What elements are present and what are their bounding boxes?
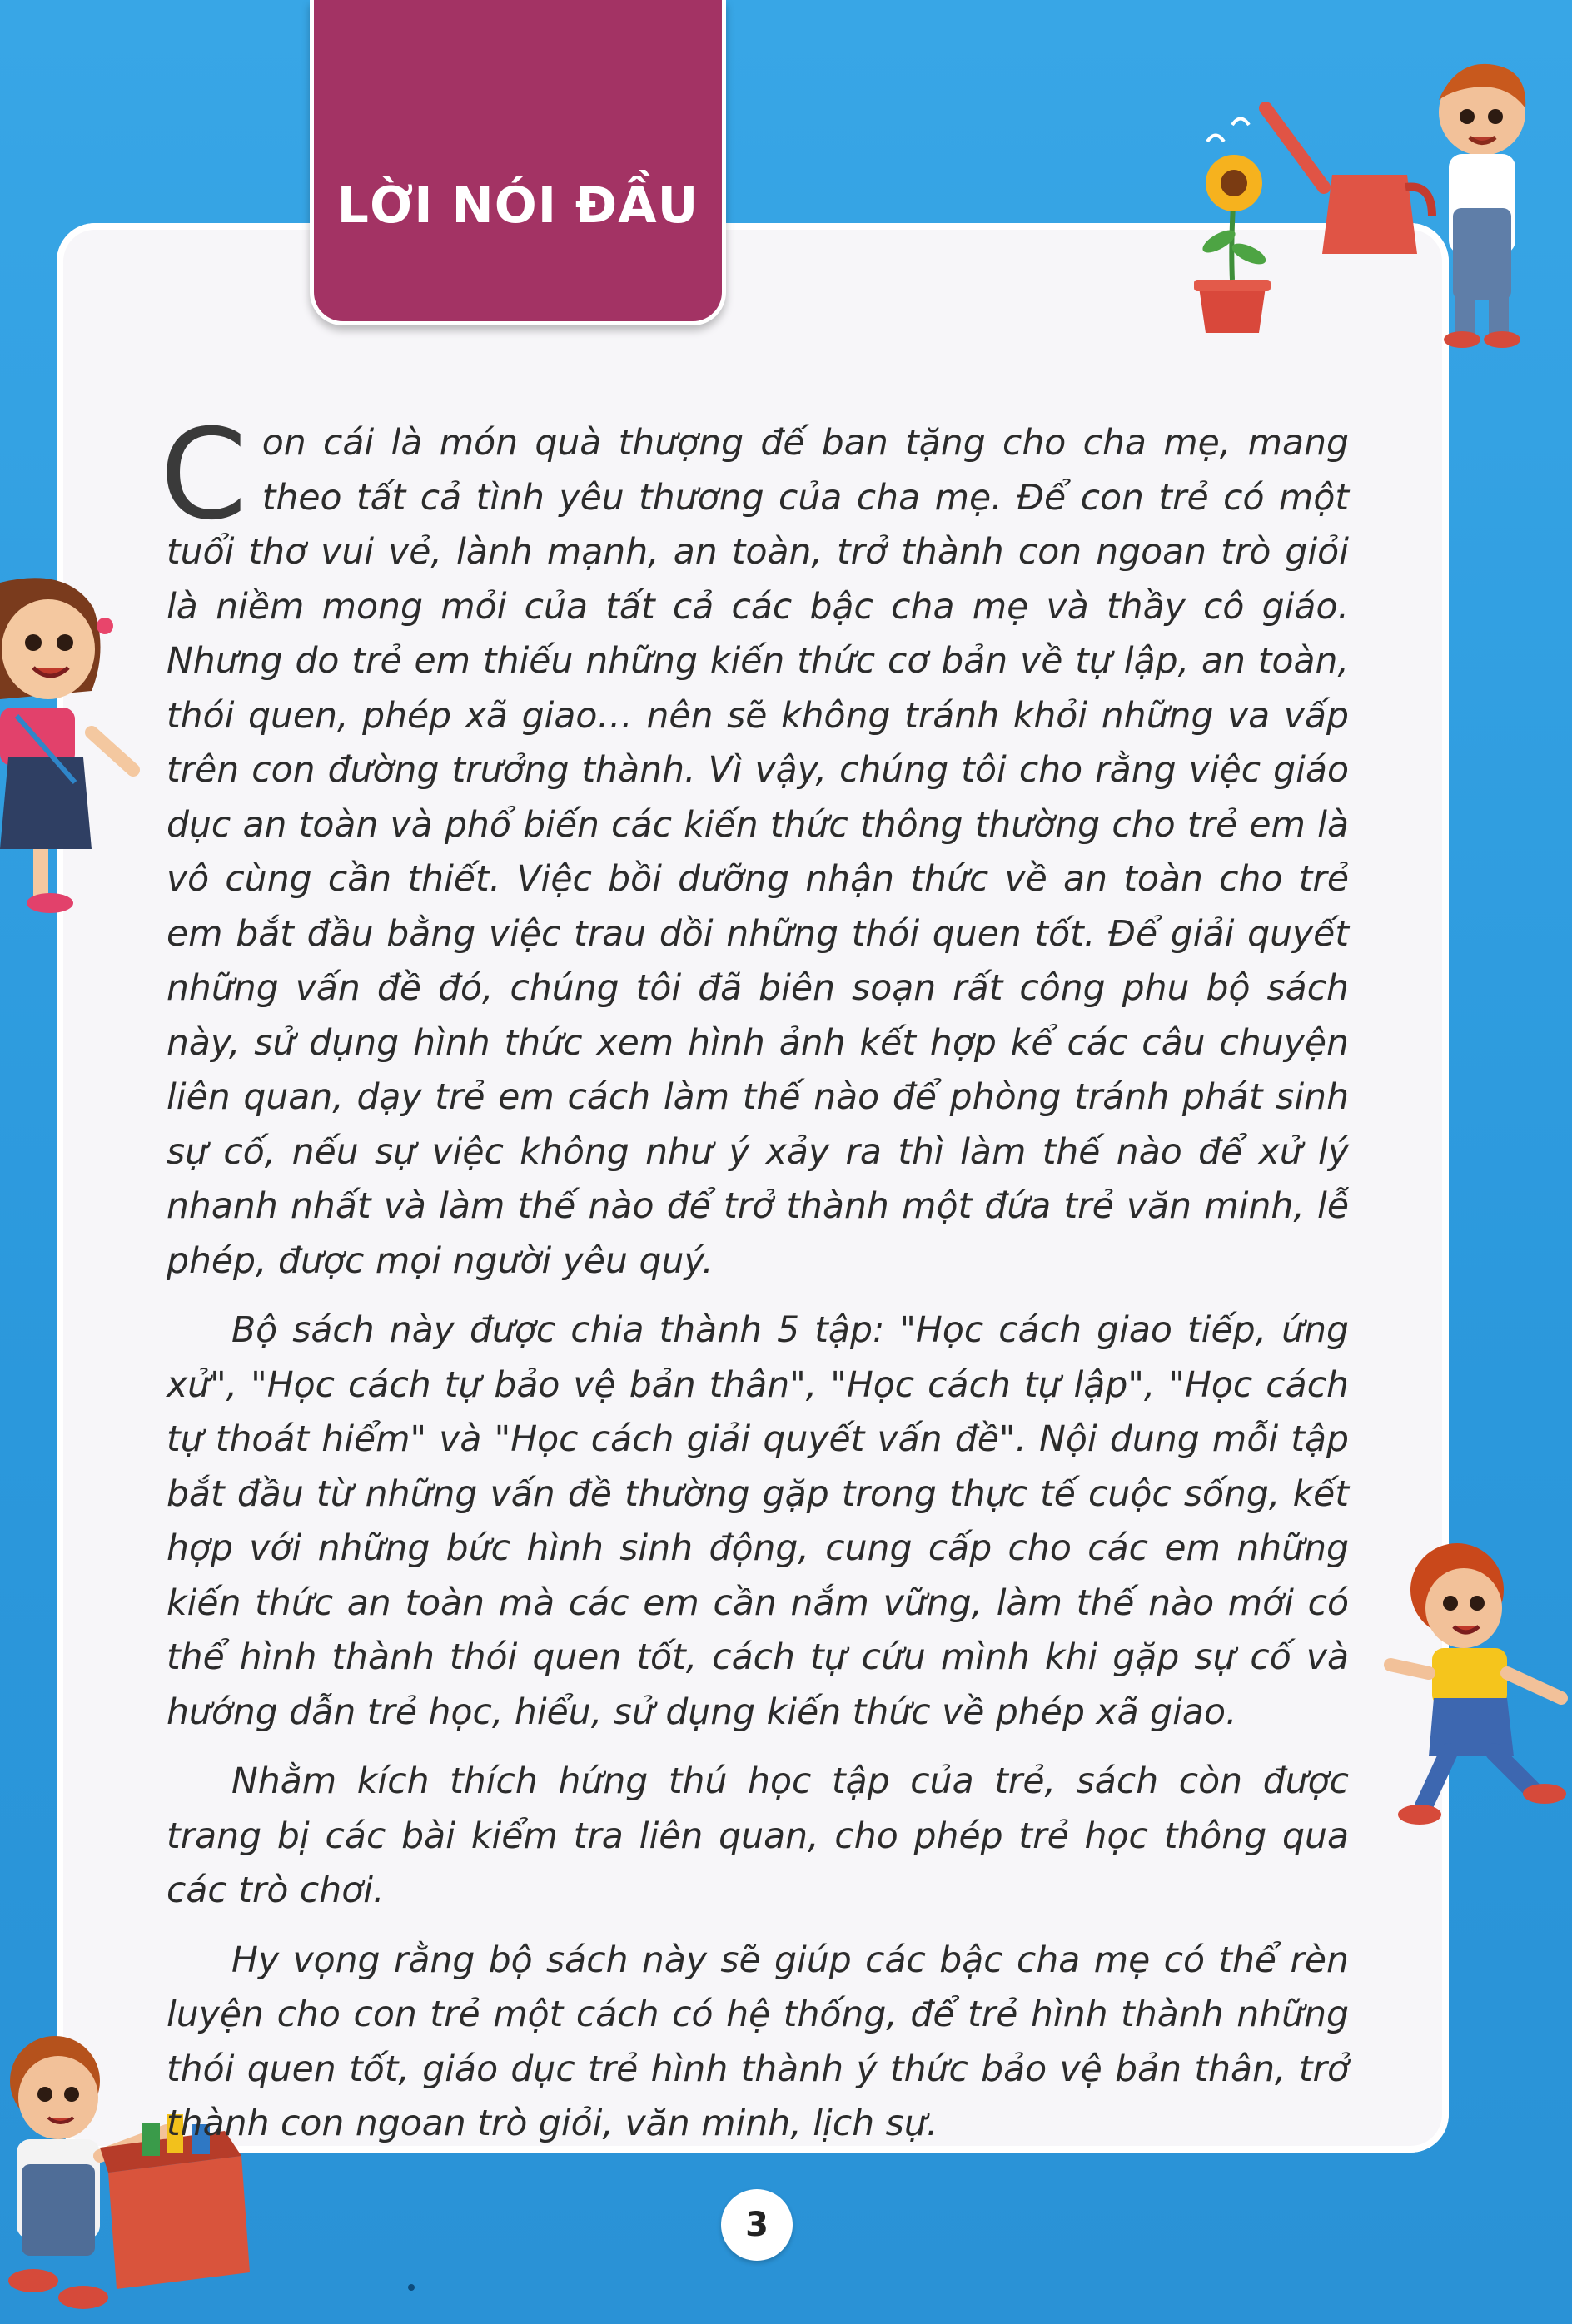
- decorative-dot: [408, 2284, 415, 2291]
- girl-with-bag-icon: [0, 574, 142, 924]
- page-number: 3: [721, 2189, 793, 2261]
- paragraph-2: Bộ sách này được chia thành 5 tập: "Học cách giao tiếp, ứng xử", "Học cách tự bảo vệ bản thân", "Học cách tự lập", "Học cách tự thoát hiểm" và "Học cách giải quyết vấn đề". Nội dung mỗi tập bắt đầu từ những vấn đề thường gặp trong thực tế cuộc sống, kết hợp với những bức hình sinh động, cung cấp cho các em những kiến thức an toàn mà các em cần nắm vững, làm thế nào mới có thể hình thành thói quen tốt, cách tự cứu mình khi gặp sự cố và hướng dẫn trẻ học, hiểu, sử dụng kiến thức về phép xã giao.: [167, 1310, 1349, 1733]
- paragraph-1-text: on cái là món quà thượng đế ban tặng cho cha mẹ, mang theo tất cả tình yêu thương của cha mẹ. Để con trẻ có một tuổi thơ vui vẻ, lành mạnh, an toàn, trở thành con ngoan trò giỏi là niềm mong mỏi của tất cả các bậc cha mẹ và thầy cô giáo. Nhưng do trẻ em thiếu những kiến thức cơ bản về tự lập, an toàn, thói quen, phép xã giao… nên sẽ không tránh khỏi những va vấp trên con đường trưởng thành. Vì vậy, chúng tôi cho rằng việc giáo dục an toàn và phổ biến các kiến thức thông thường cho trẻ em là vô cùng cần thiết. Việc bồi dưỡng nhận thức về an toàn cho trẻ em bắt đầu bằng việc trau dồi những thói quen tốt. Để giải quyết những vấn đề đó, chúng tôi đã biên soạn rất công phu bộ sách này, sử dụng hình thức xem hình ảnh kết hợp kể các câu chuyện liên quan, dạy trẻ em cách làm thế nào để phòng tránh phát sinh sự cố, nếu sự việc không như ý xảy ra thì làm thế nào để xử lý nhanh nhất và làm thế nào để trở thành một đứa trẻ văn minh, lễ phép, được mọi người yêu quý.: [167, 423, 1349, 1282]
- running-boy-icon: [1374, 1540, 1572, 1840]
- paragraph-4: Hy vọng rằng bộ sách này sẽ giúp các bậc cha mẹ có thể rèn luyện cho con trẻ một cách có hệ thống, để trẻ hình thành những thói quen tốt, giáo dục trẻ hình thành ý thức bảo vệ bản thân, trở thành con ngoan trò giỏi, văn minh, lịch sự.: [167, 1939, 1349, 2144]
- paragraph-1: [160, 403, 1349, 1289]
- preface-text: [160, 403, 1349, 2167]
- page-title: LỜI NÓI ĐẦU: [336, 176, 699, 235]
- title-banner: [310, 0, 726, 325]
- drop-cap: C: [160, 403, 247, 548]
- boy-watering-flower-icon: [1182, 50, 1532, 350]
- paragraph-3: Nhằm kích thích hứng thú học tập của trẻ, sách còn được trang bị các bài kiểm tra liên quan, cho phép trẻ học thông qua các trò chơi.: [167, 1761, 1349, 1911]
